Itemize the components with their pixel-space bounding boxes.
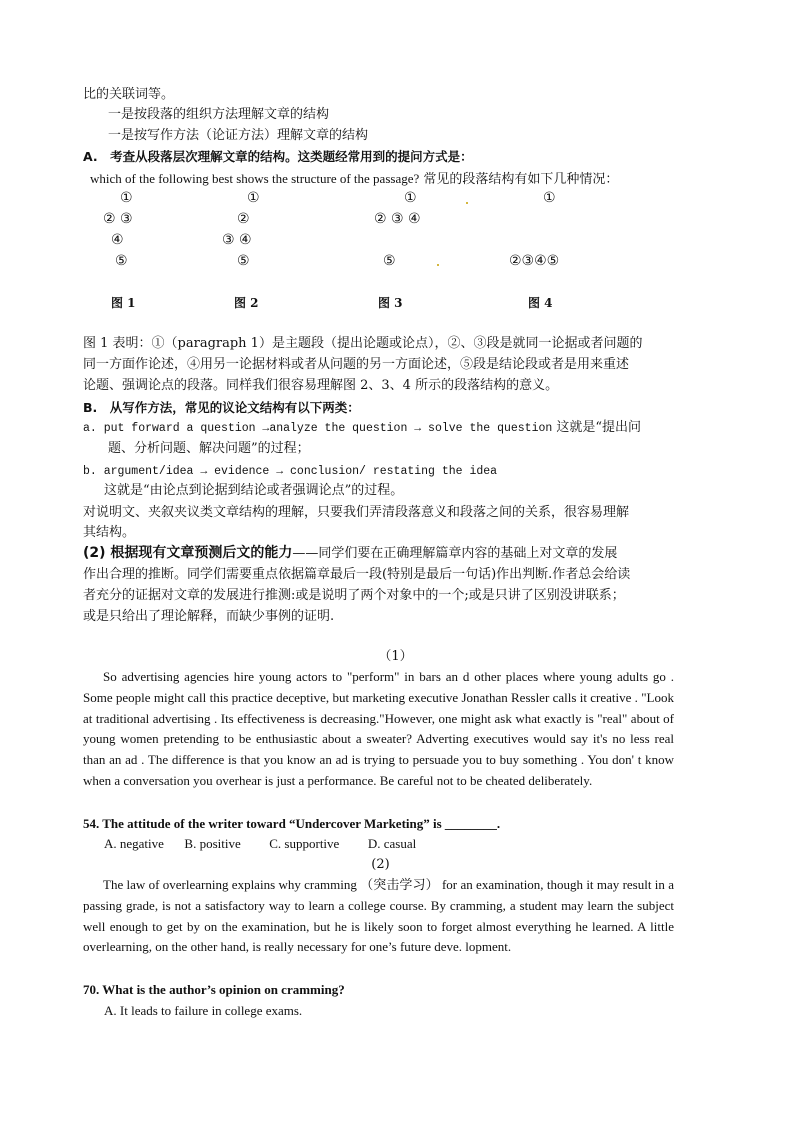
fig2-row-2: ② — [237, 211, 250, 227]
fig3-label: 图 3 — [378, 296, 403, 310]
structure-question-line — [90, 170, 618, 188]
passage-2-text: The law of overlearning explains why cramming （突击学习） for an examination, though it may result in a passing grade, is not a satisfactory way to learn a college course. By cramming, a student may learn the subject well enough to get by on the examination, but he is likely soon to forget almost everything he learned. A little overlearning, on the other hand, is really necessary for one’s future deve. lopment. — [83, 877, 674, 955]
explain-line-2: 同一方面作论述，④用另一论据材料或者从问题的另一方面论述，⑤段是结论段或者是用来重述 — [83, 357, 630, 372]
intro-line-2: 一是按段落的组织方法理解文章的结构 — [108, 107, 330, 122]
question-70-option-a[interactable]: A. It leads to failure in college exams. — [104, 1003, 303, 1018]
section-a-heading: A. 考查从段落层次理解文章的结构。这类题经常用到的提问方式是： — [83, 149, 473, 164]
structure-question-en: which of the following best shows the structure of the passage? — [90, 171, 420, 186]
prediction-line-1 — [83, 545, 617, 562]
fig1-row-1: ① — [120, 190, 133, 206]
fig4-row-4: ②③④⑤ — [509, 253, 560, 269]
fig2-row-1: ① — [247, 190, 260, 206]
stray-mark — [466, 202, 468, 204]
fig4-row-1: ① — [543, 190, 556, 206]
prediction-line-4: 或是只给出了理论解释，而缺少事例的证明. — [83, 609, 335, 624]
passage-2-number: (2) — [371, 857, 390, 872]
fig2-label: 图 2 — [234, 296, 259, 310]
explain-line-3: 论题、强调论点的段落。同样我们很容易理解图 2、3、4 所示的段落结构的意义。 — [83, 378, 559, 393]
method-a-line-2: 题、分析问题、解决问题”的过程； — [108, 441, 310, 456]
fig3-row-1: ① — [404, 190, 417, 206]
passage-1-text: So advertising agencies hire young actors to "perform" in bars an d other places where young adults go . Some people might call this practice deceptive, but marketing executive Jonathan Ressler calls it creative . "Look at traditional advertising . Its effectiveness is decreasing."However, one might ask what exactly is "real" about of young women pretending to be enthusiastic about a sweater? Adverting executives would say it's no less real than an ad . The difference is that you know an ad is trying to persuade you to buy something . You don' t know when a conversation you overhear is just a performance. Be careful not to be cheated deliberately. — [83, 669, 674, 788]
prediction-line-3: 者充分的证据对文章的发展进行推测:或是说明了两个对象中的一个;或是只讲了区别没讲联系； — [83, 588, 625, 603]
structure-question-zh: 常见的段落结构有如下几种情况： — [419, 172, 619, 187]
fig2-row-3: ③ ④ — [222, 232, 252, 248]
fig1-row-3: ④ — [111, 232, 124, 248]
method-a-note: 这就是“提出问 — [552, 420, 642, 435]
option-c[interactable]: C. supportive — [269, 836, 340, 851]
method-a-line — [83, 419, 641, 437]
question-70: 70. What is the author’s opinion on cramming? — [83, 982, 345, 997]
section-b-heading: B. 从写作方法，常见的议论文结构有以下两类： — [83, 400, 360, 415]
question-54-options — [104, 835, 416, 852]
intro-line-3: 一是按写作方法（论证方法）理解文章的结构 — [108, 128, 369, 143]
fig4-label: 图 4 — [528, 296, 553, 310]
prediction-heading: (2) 根据现有文章预测后文的能力 — [83, 545, 293, 561]
fig3-row-2: ② ③ ④ — [374, 211, 421, 227]
fig1-row-4: ⑤ — [115, 253, 128, 269]
intro-line-1: 比的关联词等。 — [83, 87, 175, 102]
method-a-steps: a. put forward a question →analyze the question → solve the question — [83, 422, 553, 435]
prediction-line-2: 作出合理的推断。同学们需要重点依据篇章最后一段(特别是最后一句话)作出判断.作者总会给读 — [83, 567, 631, 582]
expository-line-1: 对说明文、夹叙夹议类文章结构的理解，只要我们弄清段落意义和段落之间的关系，很容易理解 — [83, 505, 630, 520]
question-54: 54. The attitude of the writer toward “Undercover Marketing” is ________. — [83, 816, 501, 831]
option-b[interactable]: B. positive — [184, 836, 241, 851]
method-b-line — [83, 462, 497, 480]
prediction-text: ——同学们要在正确理解篇章内容的基础上对文章的发展 — [292, 546, 618, 561]
method-b-steps: b. argument/idea → evidence → conclusion/ restating the idea — [83, 465, 498, 478]
expository-line-2: 其结构。 — [83, 525, 136, 540]
option-d[interactable]: D. casual — [367, 836, 417, 851]
fig3-row-4: ⑤ — [383, 253, 396, 269]
passage-1-number: （1） — [378, 649, 413, 664]
option-a[interactable]: A. negative — [104, 836, 164, 851]
fig1-row-2: ② ③ — [103, 211, 133, 227]
fig2-row-4: ⑤ — [237, 253, 250, 269]
method-b-note: 这就是“由论点到论据到结论或者强调论点”的过程。 — [104, 483, 404, 498]
explain-line-1: 图 1 表明：①（paragraph 1）是主题段（提出论题或论点），②、③段是就同一论据或者问题的 — [83, 336, 643, 351]
fig1-label: 图 1 — [111, 296, 136, 310]
stray-mark — [437, 264, 439, 266]
